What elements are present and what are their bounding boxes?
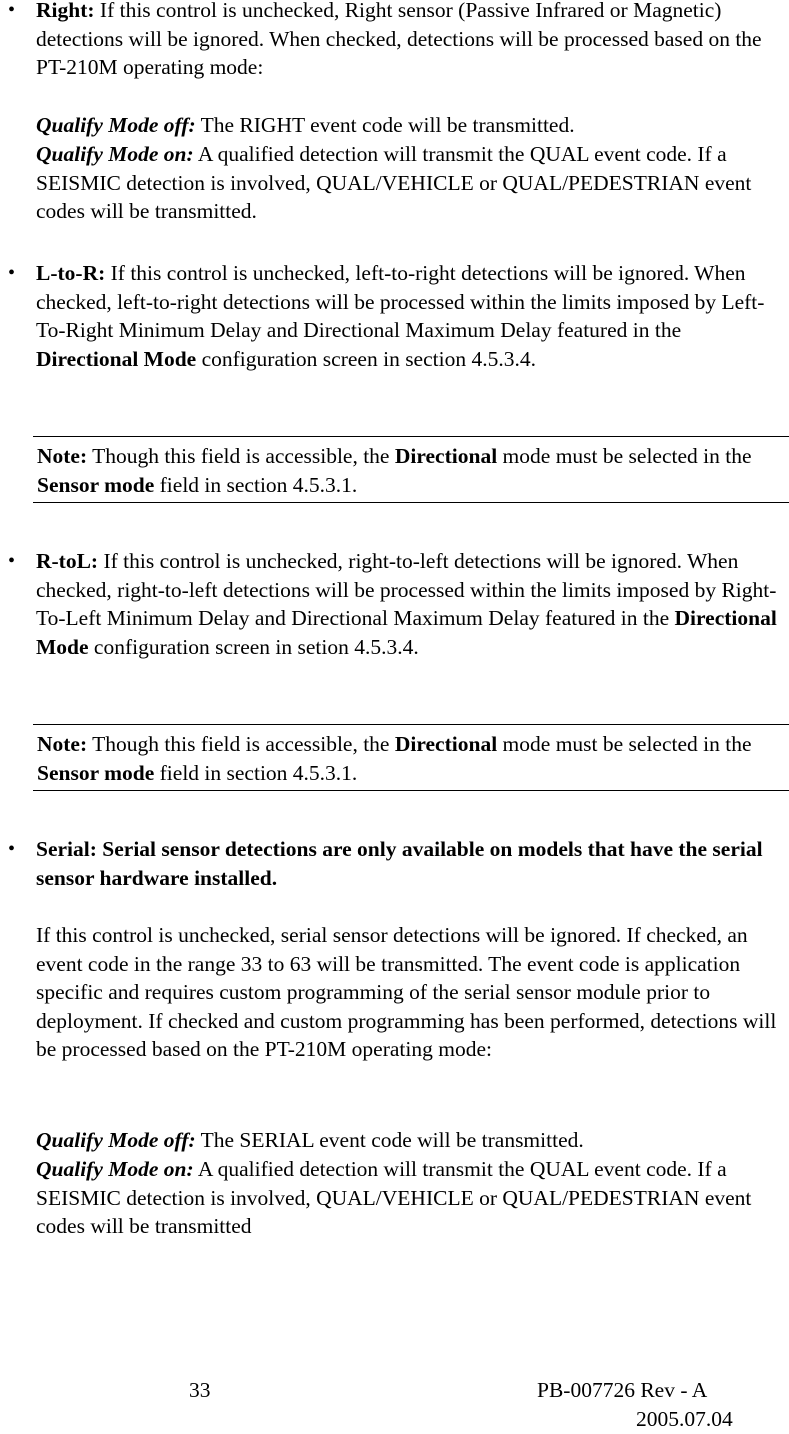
document-date: 2005.07.04	[636, 1407, 733, 1431]
serial-qualify-on: Qualify Mode on: A qualified detection will transmit the QUAL event code. If a SEISMIC detection is involved, QUAL/VEHICLE or QUAL/PEDESTRIAN event codes will be transmitted	[36, 1157, 752, 1238]
rtol-label: R-toL:	[36, 549, 99, 573]
ltor-note: Note: Though this field is accessible, the Directional mode must be selected in the Sensor mode field in section 4.5.3.1.	[33, 436, 789, 503]
rtol-note: Note: Though this field is accessible, the Directional mode must be selected in the Sensor mode field in section 4.5.3.1.	[33, 724, 789, 791]
bullet-icon: •	[8, 0, 16, 21]
page-number: 33	[189, 1378, 211, 1402]
ltor-description: L-to-R: If this control is unchecked, left-to-right detections will be ignored. When checked, left-to-right detections will be processed within the limits imposed by Left-To-Right Minimum Delay and Directional Maximum Delay featured in the Directional Mode configuration screen in section 4.5.3.4.	[36, 261, 765, 371]
rtol-description: R-toL: If this control is unchecked, right-to-left detections will be ignored. When checked, right-to-left detections will be processed within the limits imposed by Right-To-Left Minimum Delay and Directional Maximum Delay featured in the Directional Mode configuration screen in setion 4.5.3.4.	[36, 549, 777, 659]
right-description: Right: If this control is unchecked, Right sensor (Passive Infrared or Magnetic) detections will be ignored. When checked, detections will be processed based on the PT-210M operating mode:	[36, 0, 762, 79]
bullet-icon: •	[8, 262, 16, 284]
document-revision: PB-007726 Rev - A	[537, 1378, 708, 1402]
serial-description: If this control is unchecked, serial sensor detections will be ignored. If checked, an event code in the range 33 to 63 will be transmitted. The event code is application specific and requires custom programming of the serial sensor module prior to deployment. If checked and custom programming has been performed, detections will be processed based on the PT-210M operating mode:	[36, 923, 777, 1061]
right-qualify-off: Qualify Mode off: The RIGHT event code will be transmitted.	[36, 113, 575, 137]
right-label: Right:	[36, 0, 95, 22]
ltor-label: L-to-R:	[36, 261, 106, 285]
serial-qualify-off: Qualify Mode off: The SERIAL event code will be transmitted.	[36, 1128, 584, 1152]
bullet-icon: •	[8, 838, 16, 860]
serial-heading: Serial: Serial sensor detections are only available on models that have the serial sensor hardware installed.	[36, 837, 763, 890]
bullet-icon: •	[8, 550, 16, 572]
right-qualify-on: Qualify Mode on: A qualified detection will transmit the QUAL event code. If a SEISMIC detection is involved, QUAL/VEHICLE or QUAL/PEDESTRIAN event codes will be transmitted.	[36, 142, 752, 223]
